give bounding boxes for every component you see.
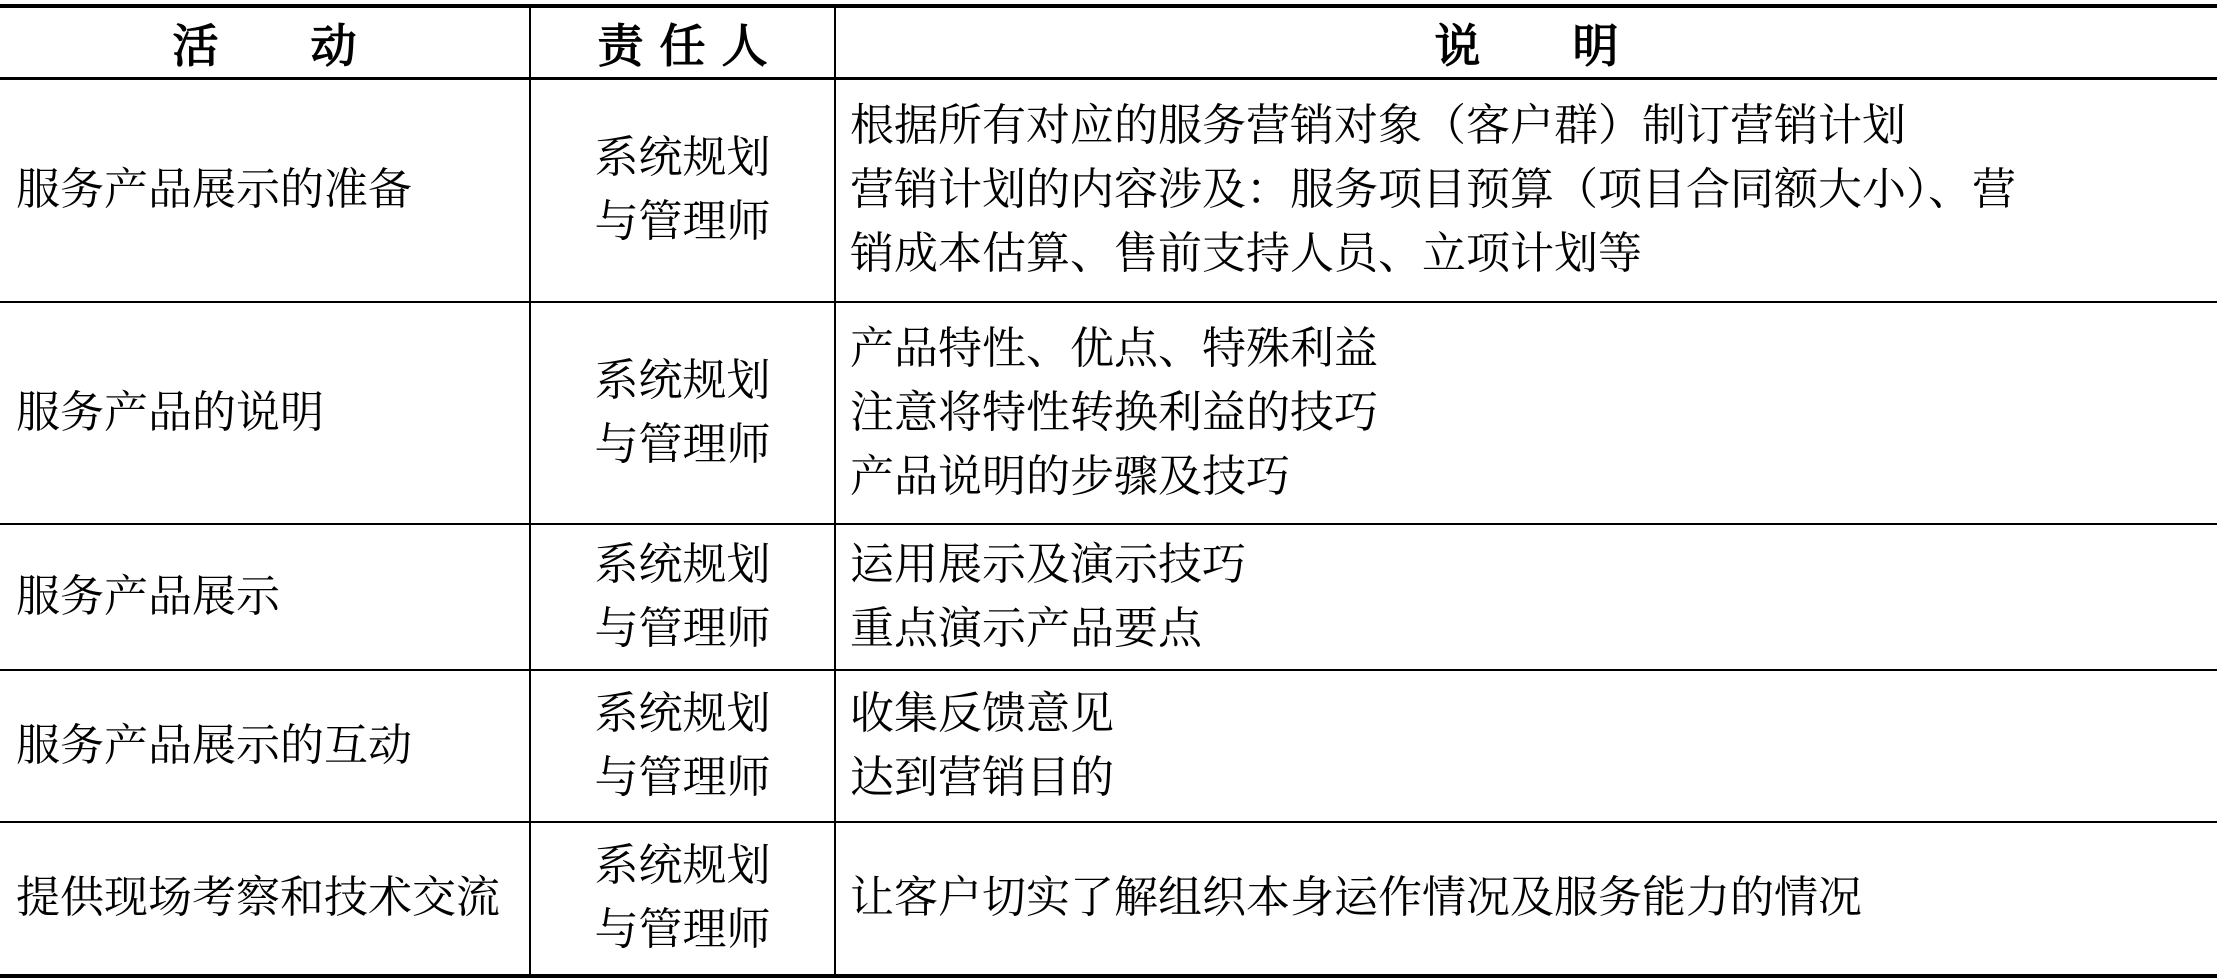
description-cell (835, 670, 2217, 822)
owner-cell (530, 670, 835, 822)
table-row (0, 524, 2217, 670)
description-line: 产品特性、优点、特殊利益 (850, 322, 1378, 374)
owner-line: 与管理师 (594, 196, 771, 248)
owner-cell (530, 822, 835, 976)
owner-line: 与管理师 (594, 751, 771, 803)
table-row (0, 79, 2217, 302)
description-line: 让客户切实了解组织本身运作情况及服务能力的情况 (850, 872, 1862, 923)
description-cell (835, 524, 2217, 670)
description-line: 销成本估算、售前支持人员、立项计划等 (850, 228, 1642, 280)
description-line: 产品说明的步骤及技巧 (850, 450, 1290, 502)
header-description: 说 明 (835, 6, 2217, 79)
owner-line: 与管理师 (594, 418, 771, 470)
owner-line: 与管理师 (594, 602, 771, 654)
table-row (0, 302, 2217, 524)
table-row (0, 822, 2217, 976)
table-row (0, 670, 2217, 822)
owner-line: 系统规划 (594, 538, 771, 590)
activity-cell: 服务产品展示的准备 (0, 79, 530, 302)
description-line: 运用展示及演示技巧 (850, 538, 1246, 590)
description-line: 收集反馈意见 (850, 687, 1114, 739)
description-line: 达到营销目的 (850, 751, 1114, 803)
owner-line: 系统规划 (594, 840, 771, 891)
header-activity: 活 动 (0, 6, 530, 79)
activity-cell: 服务产品展示 (0, 524, 530, 670)
header-owner: 责 任 人 (530, 6, 835, 79)
owner-line: 与管理师 (594, 904, 771, 955)
description-cell (835, 302, 2217, 524)
description-line: 注意将特性转换利益的技巧 (850, 386, 1378, 438)
description-line: 营销计划的内容涉及：服务项目预算（项目合同额大小）、营 (850, 164, 2016, 216)
activity-table (0, 4, 2217, 978)
activity-cell: 服务产品的说明 (0, 302, 530, 524)
activity-cell: 服务产品展示的互动 (0, 670, 530, 822)
description-line: 重点演示产品要点 (850, 602, 1202, 654)
owner-line: 系统规划 (594, 687, 771, 739)
owner-cell (530, 302, 835, 524)
owner-cell (530, 79, 835, 302)
table-header (0, 6, 2217, 79)
description-line: 根据所有对应的服务营销对象（客户群）制订营销计划 (850, 100, 1906, 152)
activity-cell: 提供现场考察和技术交流 (0, 822, 530, 976)
description-cell (835, 822, 2217, 976)
description-cell (835, 79, 2217, 302)
table-body (0, 79, 2217, 976)
header-row (0, 6, 2217, 79)
owner-line: 系统规划 (594, 354, 771, 406)
owner-line: 系统规划 (594, 132, 771, 184)
owner-cell (530, 524, 835, 670)
